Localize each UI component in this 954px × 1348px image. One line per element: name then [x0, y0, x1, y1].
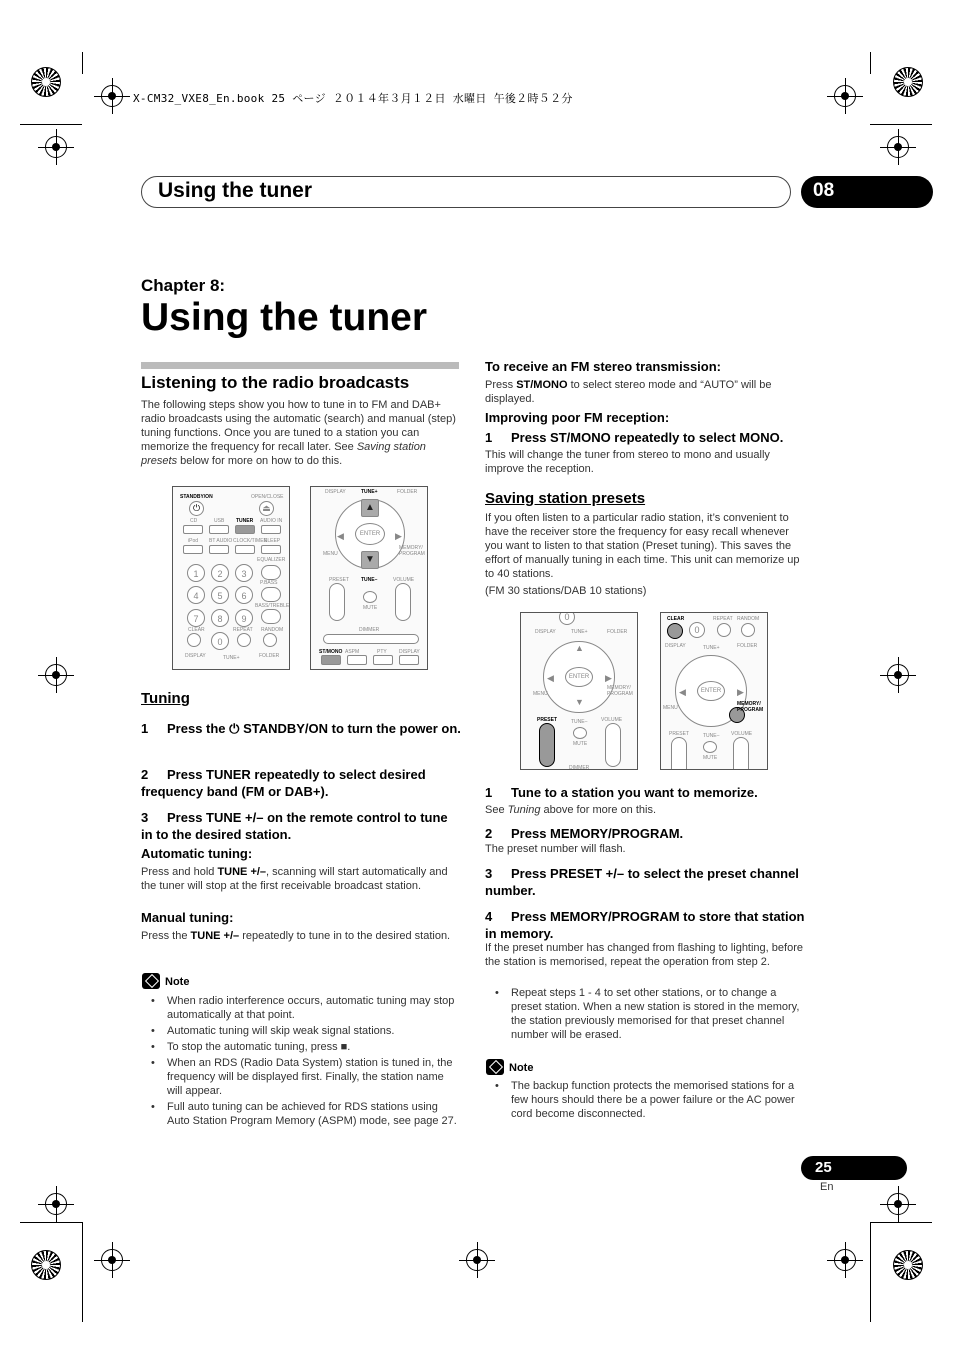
- preset-rocker: [329, 583, 345, 621]
- tune-plus-label: TUNE+: [223, 655, 240, 661]
- note-item: • When radio interference occurs, automatic tuning may stop automatically at that point.: [141, 994, 461, 1022]
- audio-in-button: [261, 525, 281, 534]
- up-arrow-icon: ▲: [575, 643, 584, 653]
- bass-treble-label: BASS/TREBLE: [255, 603, 290, 609]
- aspm-button: [347, 655, 367, 665]
- eject-icon: ⏏: [259, 501, 274, 516]
- crosshair-mark: [834, 85, 856, 107]
- standby-label: STANDBY/ON: [180, 494, 213, 500]
- note-item: • When an RDS (Radio Data System) station is tuned in, the frequency will be displayed first. Finally, the station name will appear.: [141, 1056, 461, 1098]
- pbass-button: [261, 587, 281, 602]
- cd-label: CD: [190, 518, 198, 524]
- mute-icon: [703, 741, 717, 753]
- digit-0-button: 0: [211, 632, 229, 650]
- note-pencil-icon: [486, 1059, 504, 1075]
- usb-label: USB: [214, 518, 225, 524]
- crop-line: [870, 1222, 871, 1322]
- chapter-bar-title: Using the tuner: [141, 176, 791, 208]
- registration-mark: [31, 67, 61, 97]
- step-3: 3 Press TUNE +/– on the remote control to tune in to the desired station.: [141, 810, 448, 842]
- note-heading: Note: [142, 973, 189, 989]
- preset-label: PRESET: [669, 731, 690, 737]
- repeat-button: [237, 633, 251, 647]
- transport-bar: [323, 634, 419, 644]
- remote-control-illustration: [310, 486, 428, 670]
- language-code: En: [820, 1181, 834, 1193]
- power-icon: ⏻: [189, 501, 204, 516]
- volume-label: VOLUME: [731, 731, 753, 737]
- saving-presets-heading: Saving station presets: [485, 490, 646, 507]
- display-label: DISPLAY: [185, 653, 206, 659]
- menu-label: MENU: [663, 705, 678, 711]
- digit-9-button: 9: [235, 609, 253, 627]
- st-mono-label: ST/MONO: [319, 649, 343, 655]
- mute-label: MUTE: [363, 605, 378, 611]
- repeat-button: [717, 623, 731, 637]
- crosshair-mark: [466, 1249, 488, 1271]
- equalizer-button: [261, 565, 281, 580]
- crop-line: [870, 124, 932, 125]
- mute-label: MUTE: [573, 741, 588, 747]
- dimmer-label: DIMMER: [569, 765, 590, 770]
- bt-audio-label: BT AUDIO: [209, 538, 233, 544]
- mute-label: MUTE: [703, 755, 718, 761]
- folder-label: FOLDER: [737, 643, 758, 649]
- crosshair-mark: [101, 85, 123, 107]
- note-item: • The backup function protects the memorised stations for a few hours should there be a power failure or the AC power cord become disconnected.: [485, 1079, 805, 1121]
- down-arrow-icon: ▼: [575, 697, 584, 707]
- note-list: [485, 1079, 805, 1123]
- crosshair-mark: [887, 664, 909, 686]
- preset-step-2-body: The preset number will flash.: [485, 843, 626, 855]
- clear-button: [667, 623, 683, 639]
- mute-icon: [363, 591, 377, 603]
- cd-button: [183, 525, 203, 534]
- crosshair-mark: [887, 136, 909, 158]
- preset-rocker: [671, 737, 687, 770]
- random-button: [263, 633, 277, 647]
- automatic-tuning-body: Press and hold TUNE +/–, scanning will start automatically and the tuner will stop at the first receivable broadcast station.: [141, 866, 448, 892]
- section-title: Listening to the radio broadcasts: [141, 373, 410, 392]
- intro-paragraph: The following steps show you how to tune in to FM and DAB+ radio broadcasts using the automatic (search) and manual (step) tuning functions. Once you are tuned to a station you can memorize the frequency for recall later. See Saving station presets below for more on how to do this.: [141, 399, 456, 467]
- poor-reception-body: This will change the tuner from stereo to mono and usually improve the reception.: [485, 449, 770, 475]
- crosshair-mark: [834, 1249, 856, 1271]
- power-icon: ⏻: [229, 721, 240, 736]
- step-2: 2 Press TUNER repeatedly to select desired frequency band (FM or DAB+).: [141, 767, 426, 799]
- preset-step-4-body: If the preset number has changed from flashing to lighting, before the station is memorised, repeat the operation from step 2.: [485, 942, 803, 968]
- sleep-button: [261, 545, 281, 554]
- preset-step-4: 4 Press MEMORY/PROGRAM to store that station in memory.: [485, 909, 805, 941]
- aspm-label: ASPM: [345, 649, 360, 655]
- display-label: DISPLAY: [325, 489, 346, 495]
- open-close-label: OPEN/CLOSE: [251, 494, 284, 500]
- tune-minus-label: TUNE–: [703, 733, 720, 739]
- display-label: DISPLAY: [665, 643, 686, 649]
- note-item: • Full auto tuning can be achieved for RDS stations using Auto Station Program Memory (ASPM) mode, see page 27.: [141, 1100, 461, 1128]
- registration-mark: [31, 1250, 61, 1280]
- menu-label: MENU: [533, 691, 548, 697]
- preset-step-1-body: See Tuning above for more on this.: [485, 804, 657, 816]
- folder-label: FOLDER: [259, 653, 280, 659]
- st-mono-button: [321, 655, 341, 665]
- repeat-label: REPEAT: [233, 627, 253, 633]
- folder-label: FOLDER: [397, 489, 418, 495]
- tune-minus-label: TUNE–: [571, 719, 588, 725]
- random-button: [741, 623, 755, 637]
- tuner-label: TUNER: [236, 518, 254, 524]
- pbass-label: P.BASS: [260, 580, 278, 586]
- bass-treble-button: [261, 609, 281, 624]
- crosshair-mark: [45, 136, 67, 158]
- note-list: [141, 994, 461, 1130]
- registration-mark: [893, 67, 923, 97]
- chapter-label: Chapter 8:: [141, 276, 226, 295]
- print-header: X-CM32_VXE8_En.book 25 ページ ２０１４年３月１２日 水曜日 午後２時５２分: [133, 92, 573, 105]
- page-title: Using the tuner: [141, 296, 428, 339]
- remote-control-illustration: [660, 612, 768, 770]
- preset-step-4-list: [485, 986, 805, 1044]
- automatic-tuning-heading: Automatic tuning:: [141, 846, 253, 861]
- tune-up-arrow-icon: ▲: [361, 499, 379, 517]
- usb-button: [209, 525, 229, 534]
- poor-reception-step: 1 Press ST/MONO repeatedly to select MONO.: [485, 430, 784, 445]
- tune-plus-label: TUNE+: [361, 489, 378, 495]
- fm-stereo-body: Press ST/MONO to select stereo mode and “AUTO” will be displayed.: [485, 379, 772, 405]
- memory-label: MEMORY/ PROGRAM: [607, 685, 633, 697]
- preset-rocker: [539, 723, 555, 767]
- display-button: [399, 655, 419, 665]
- ipod-button: [183, 545, 203, 554]
- clear-label: CLEAR: [667, 616, 685, 622]
- list-item: • Repeat steps 1 - 4 to set other stations, or to change a preset station. When a new station is stored in the memory, the station previously memorised for that preset channel number will be erased.: [485, 986, 805, 1042]
- preset-label: PRESET: [537, 717, 558, 723]
- section-divider: [141, 362, 459, 369]
- dimmer-label: DIMMER: [359, 627, 380, 633]
- digit-0-button: 0: [689, 622, 705, 638]
- tune-minus-label: TUNE–: [361, 577, 378, 583]
- digit-0-button: 0: [559, 612, 575, 625]
- note-item: • To stop the automatic tuning, press ■.: [141, 1040, 461, 1054]
- audio-in-label: AUDIO IN: [260, 518, 283, 524]
- chapter-number-tab: 08: [801, 176, 933, 208]
- crop-line: [20, 124, 82, 125]
- digit-3-button: 3: [235, 564, 253, 582]
- note-heading: Note: [486, 1059, 533, 1075]
- remote-control-illustration: [520, 612, 638, 770]
- right-arrow-icon: ▶: [737, 687, 744, 697]
- poor-reception-heading: Improving poor FM reception:: [485, 410, 670, 425]
- enter-button: ENTER: [565, 667, 593, 687]
- remote-control-illustration: [172, 486, 290, 670]
- clear-label: CLEAR: [188, 627, 205, 633]
- clear-button: [187, 633, 201, 647]
- crop-line: [870, 52, 871, 74]
- equalizer-label: EQUALIZER: [257, 557, 286, 563]
- mute-icon: [573, 727, 587, 739]
- manual-tuning-heading: Manual tuning:: [141, 910, 234, 925]
- sleep-label: SLEEP: [264, 538, 281, 544]
- preset-step-3: 3 Press PRESET +/– to select the preset channel number.: [485, 866, 799, 898]
- memory-label: MEMORY/ PROGRAM: [737, 701, 764, 713]
- folder-label: FOLDER: [607, 629, 628, 635]
- menu-label: MENU: [323, 551, 338, 557]
- clock-label: CLOCK/TIMER: [233, 538, 268, 544]
- manual-tuning-body: Press the TUNE +/– repeatedly to tune in to the desired station.: [141, 930, 451, 942]
- ipod-label: iPod: [188, 538, 199, 544]
- digit-1-button: 1: [187, 564, 205, 582]
- tuner-button: [235, 525, 255, 534]
- right-arrow-icon: ▶: [605, 673, 612, 683]
- crosshair-mark: [45, 664, 67, 686]
- crop-line: [82, 52, 83, 74]
- digit-7-button: 7: [187, 609, 205, 627]
- crosshair-mark: [887, 1193, 909, 1215]
- crosshair-mark: [101, 1249, 123, 1271]
- saving-presets-count: (FM 30 stations/DAB 10 stations): [485, 585, 647, 597]
- page-number: 25: [801, 1156, 907, 1180]
- right-arrow-icon: ▶: [395, 531, 402, 541]
- crop-line: [82, 1222, 83, 1322]
- random-label: RANDOM: [261, 627, 284, 633]
- digit-2-button: 2: [211, 564, 229, 582]
- volume-rocker: [395, 583, 411, 621]
- left-arrow-icon: ◀: [679, 687, 686, 697]
- digit-6-button: 6: [235, 586, 253, 604]
- pty-label: PTY: [377, 649, 387, 655]
- memory-label: MEMORY/ PROGRAM: [399, 545, 425, 557]
- note-pencil-icon: [142, 973, 160, 989]
- bt-audio-button: [209, 545, 229, 554]
- enter-button: ENTER: [355, 523, 385, 545]
- crop-line: [20, 1222, 82, 1223]
- registration-mark: [893, 1250, 923, 1280]
- saving-presets-intro: If you often listen to a particular radio station, it’s convenient to have the receiver store the frequency for easy recall whenever you want to listen to that station (Preset tuning). This saves the effort of manually tuning in each time. This unit can memorize up to 40 stations.: [485, 512, 800, 580]
- tune-plus-label: TUNE+: [703, 645, 720, 651]
- fm-stereo-heading: To receive an FM stereo transmission:: [485, 359, 721, 374]
- display2-label: DISPLAY: [399, 649, 420, 655]
- digit-4-button: 4: [187, 586, 205, 604]
- random-label: RANDOM: [737, 616, 760, 622]
- pty-button: [373, 655, 393, 665]
- digit-8-button: 8: [211, 609, 229, 627]
- repeat-label: REPEAT: [713, 616, 733, 622]
- preset-step-2: 2 Press MEMORY/PROGRAM.: [485, 826, 684, 841]
- tune-down-arrow-icon: ▼: [361, 551, 379, 569]
- volume-label: VOLUME: [601, 717, 623, 723]
- crosshair-mark: [45, 1193, 67, 1215]
- digit-5-button: 5: [211, 586, 229, 604]
- left-arrow-icon: ◀: [547, 673, 554, 683]
- volume-rocker: [733, 737, 749, 770]
- tune-plus-label: TUNE+: [571, 629, 588, 635]
- crop-line: [870, 1222, 932, 1223]
- step-1: 1 Press the ⏻ STANDBY/ON to turn the power on.: [141, 721, 461, 736]
- display-label: DISPLAY: [535, 629, 556, 635]
- preset-label: PRESET: [329, 577, 350, 583]
- left-arrow-icon: ◀: [337, 531, 344, 541]
- enter-button: ENTER: [697, 681, 725, 701]
- note-item: • Automatic tuning will skip weak signal stations.: [141, 1024, 461, 1038]
- volume-rocker: [605, 723, 621, 767]
- clock-button: [235, 545, 255, 554]
- tuning-heading: Tuning: [141, 690, 190, 707]
- volume-label: VOLUME: [393, 577, 415, 583]
- preset-step-1: 1 Tune to a station you want to memorize.: [485, 785, 758, 800]
